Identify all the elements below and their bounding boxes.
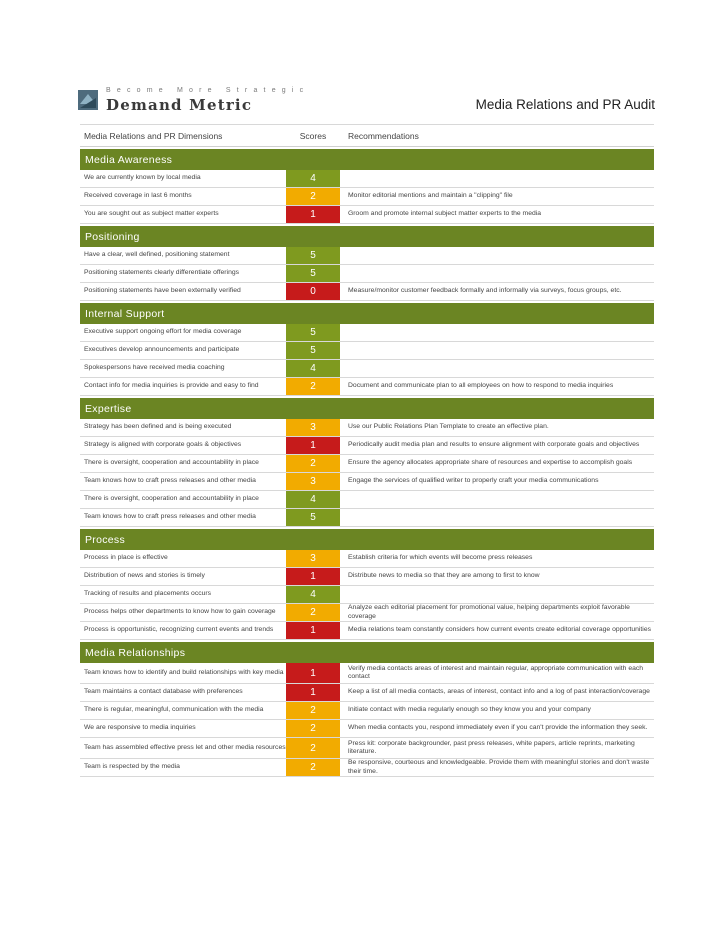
score-cell <box>286 455 340 472</box>
score-badge: 4 <box>286 491 340 508</box>
dimension-cell: There is oversight, cooperation and accountability in place <box>84 459 259 467</box>
recommendation-cell: Press kit: corporate backgrounder, past press releases, white papers, article reprints, marketing literature. <box>348 739 635 755</box>
dimension-cell: Executives develop announcements and participate <box>84 346 240 354</box>
dimension-cell: Executive support ongoing effort for media coverage <box>84 328 242 336</box>
table-row <box>80 360 654 378</box>
dimension-cell: Strategy has been defined and is being executed <box>84 423 232 431</box>
section-header: Media Awareness <box>80 149 654 170</box>
score-badge: 2 <box>286 378 340 395</box>
table-row <box>80 738 654 759</box>
dimension-column-header: Media Relations and PR Dimensions <box>84 130 223 141</box>
table-row <box>80 491 654 509</box>
score-badge: 3 <box>286 419 340 436</box>
dimension-cell: There is oversight, cooperation and accountability in place <box>84 495 259 503</box>
score-cell <box>286 684 340 701</box>
recommendation-cell: Media relations team constantly considers how current events create editorial coverage opportunities <box>348 626 651 634</box>
dimension-cell: There is regular, meaningful, communication with the media <box>84 706 264 714</box>
score-cell <box>286 437 340 454</box>
logo-mark-icon <box>78 90 98 110</box>
score-cell <box>286 419 340 436</box>
score-badge: 1 <box>286 437 340 454</box>
score-cell <box>286 622 340 639</box>
score-badge: 2 <box>286 720 340 737</box>
score-cell <box>286 720 340 737</box>
recommendation-cell: Verify media contacts areas of interest and maintain regular, appropriate communication with each contact <box>348 664 644 680</box>
score-cell <box>286 188 340 205</box>
score-cell <box>286 738 340 758</box>
dimension-cell: Tracking of results and placements occurs <box>84 590 212 598</box>
table-row <box>80 170 654 188</box>
score-cell <box>286 491 340 508</box>
recommendation-cell <box>340 586 654 603</box>
score-badge: 2 <box>286 759 340 776</box>
recommendation-cell <box>340 265 654 282</box>
page-title: Media Relations and PR Audit <box>475 97 655 112</box>
dimension-cell: Positioning statements have been externally verified <box>84 287 241 295</box>
recommendation-cell <box>340 324 654 341</box>
recommendation-cell: Analyze each editorial placement for promotional value, helping departments exploit favorable coverage <box>348 604 630 620</box>
score-cell <box>286 663 340 683</box>
score-badge: 3 <box>286 550 340 567</box>
score-badge: 2 <box>286 455 340 472</box>
score-cell <box>286 509 340 526</box>
brand-tagline: Become More Strategic <box>106 87 310 94</box>
dimension-cell: Strategy is aligned with corporate goals & objectives <box>84 441 242 449</box>
section-header: Process <box>80 529 654 550</box>
dimension-cell: Team knows how to identify and build relationships with key media <box>84 668 284 676</box>
score-cell <box>286 550 340 567</box>
recommendation-cell <box>340 491 654 508</box>
recommendation-cell: Be responsive, courteous and knowledgeable. Provide them with meaningful stories and don't waste their time. <box>348 759 650 775</box>
recommendation-cell <box>340 509 654 526</box>
section-header: Expertise <box>80 398 654 419</box>
table-row <box>80 759 654 777</box>
score-badge: 4 <box>286 360 340 377</box>
score-badge: 2 <box>286 604 340 621</box>
score-badge: 2 <box>286 738 340 758</box>
section-header: Positioning <box>80 226 654 247</box>
dimension-cell: We are currently known by local media <box>84 174 201 182</box>
score-badge: 1 <box>286 663 340 683</box>
table-row <box>80 720 654 738</box>
score-column-header: Scores <box>299 130 327 141</box>
dimension-cell: Team knows how to craft press releases and other media <box>84 513 256 521</box>
score-badge: 1 <box>286 206 340 223</box>
recommendation-cell <box>340 342 654 359</box>
score-badge: 4 <box>286 586 340 603</box>
dimension-cell: Team has assembled effective press let and other media resources <box>84 743 286 751</box>
dimension-cell: Have a clear, well defined, positioning statement <box>84 251 230 259</box>
recommendation-cell: Groom and promote internal subject matter experts to the media <box>348 210 542 218</box>
table-row <box>80 324 654 342</box>
dimension-cell: Distribution of news and stories is timely <box>84 572 205 580</box>
dimension-cell: Team is respected by the media <box>84 763 180 771</box>
table-row <box>80 473 654 491</box>
dimension-cell: Process helps other departments to know how to gain coverage <box>84 608 276 616</box>
table-row <box>80 550 654 568</box>
table-row <box>80 509 654 527</box>
table-row <box>80 586 654 604</box>
score-badge: 0 <box>286 283 340 300</box>
audit-table <box>80 124 654 777</box>
dimension-cell: Process in place is effective <box>84 554 168 562</box>
recommendation-cell: Periodically audit media plan and results to ensure alignment with corporate goals and objectives <box>348 441 640 449</box>
table-row <box>80 604 654 622</box>
recommendation-cell <box>340 360 654 377</box>
score-cell <box>286 604 340 621</box>
table-row <box>80 684 654 702</box>
table-body <box>80 149 654 777</box>
table-row <box>80 568 654 586</box>
dimension-cell: Received coverage in last 6 months <box>84 192 192 200</box>
table-row <box>80 622 654 640</box>
recommendation-cell: Engage the services of qualified writer to properly craft your media communications <box>348 477 599 485</box>
score-cell <box>286 702 340 719</box>
dimension-cell: Process is opportunistic, recognizing current events and trends <box>84 626 274 634</box>
score-cell <box>286 378 340 395</box>
recommendation-cell <box>340 170 654 187</box>
table-row <box>80 455 654 473</box>
dimension-cell: Contact info for media inquiries is provide and easy to find <box>84 382 259 390</box>
dimension-cell: Team knows how to craft press releases and other media <box>84 477 256 485</box>
table-row <box>80 206 654 224</box>
dimension-cell: Spokespersons have received media coaching <box>84 364 225 372</box>
score-badge: 5 <box>286 509 340 526</box>
recommendation-cell: Initiate contact with media regularly enough so they know you and your company <box>348 706 591 714</box>
recommendation-cell: Document and communicate plan to all employees on how to respond to media inquiries <box>348 382 614 390</box>
score-badge: 2 <box>286 188 340 205</box>
score-cell <box>286 247 340 264</box>
score-cell <box>286 360 340 377</box>
table-row <box>80 663 654 684</box>
score-cell <box>286 586 340 603</box>
table-row <box>80 265 654 283</box>
score-badge: 5 <box>286 342 340 359</box>
table-row <box>80 342 654 360</box>
score-cell <box>286 759 340 776</box>
table-row <box>80 437 654 455</box>
table-row <box>80 247 654 265</box>
dimension-cell: You are sought out as subject matter experts <box>84 210 219 218</box>
score-cell <box>286 283 340 300</box>
table-header <box>80 124 654 147</box>
table-row <box>80 188 654 206</box>
score-cell <box>286 342 340 359</box>
table-row <box>80 378 654 396</box>
score-badge: 5 <box>286 324 340 341</box>
score-cell <box>286 206 340 223</box>
recommendation-cell: Ensure the agency allocates appropriate share of resources and expertise to accomplish goals <box>348 459 633 467</box>
section-header: Internal Support <box>80 303 654 324</box>
score-cell <box>286 265 340 282</box>
dimension-cell: Team maintains a contact database with preferences <box>84 688 243 696</box>
section-header: Media Relationships <box>80 642 654 663</box>
score-cell <box>286 170 340 187</box>
recommendation-cell: Monitor editorial mentions and maintain a "clipping" file <box>348 192 513 200</box>
table-row <box>80 283 654 301</box>
dimension-cell: Positioning statements clearly differentiate offerings <box>84 269 240 277</box>
recommendation-cell: When media contacts you, respond immediately even if you can't provide the information they seek. <box>348 724 648 732</box>
recommendation-cell: Measure/monitor customer feedback formally and informally via surveys, focus groups, etc. <box>348 287 622 295</box>
score-badge: 5 <box>286 265 340 282</box>
score-badge: 5 <box>286 247 340 264</box>
recommendation-cell: Distribute news to media so that they are among to first to know <box>348 572 540 580</box>
recommendation-column-header: Recommendations <box>348 130 419 141</box>
score-badge: 3 <box>286 473 340 490</box>
table-row <box>80 702 654 720</box>
score-badge: 1 <box>286 684 340 701</box>
recommendation-cell: Use our Public Relations Plan Template to create an effective plan. <box>348 423 549 431</box>
score-badge: 1 <box>286 622 340 639</box>
score-cell <box>286 324 340 341</box>
recommendation-cell: Establish criteria for which events will become press releases <box>348 554 533 562</box>
table-row <box>80 419 654 437</box>
score-cell <box>286 568 340 585</box>
recommendation-cell: Keep a list of all media contacts, areas of interest, contact info and a log of past interaction/coverage <box>348 688 650 696</box>
recommendation-cell <box>340 247 654 264</box>
score-badge: 1 <box>286 568 340 585</box>
dimension-cell: We are responsive to media inquiries <box>84 724 196 732</box>
score-cell <box>286 473 340 490</box>
score-badge: 4 <box>286 170 340 187</box>
brand-name: Demand Metric <box>106 96 253 114</box>
score-badge: 2 <box>286 702 340 719</box>
